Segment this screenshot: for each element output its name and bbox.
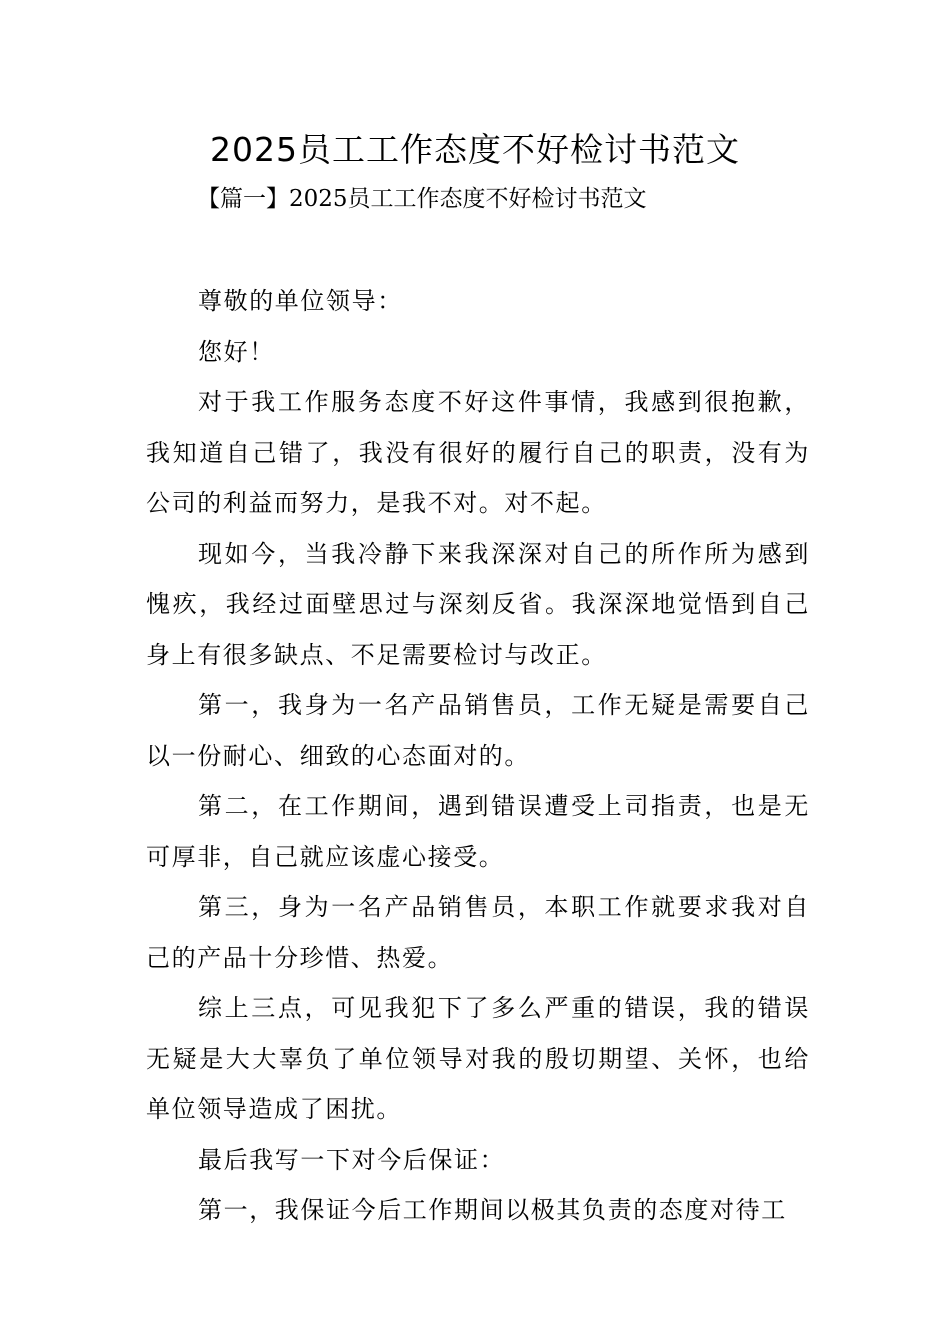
document-body: [146, 276, 810, 1236]
paragraph: 最后我写一下对今后保证：: [198, 1145, 506, 1174]
paragraph: 综上三点，可见我犯下了多么严重的错误，我的错误无疑是大大辜负了单位领导对我的殷切期望、关怀，也给单位领导造成了困扰。: [146, 994, 810, 1123]
paragraph: 对于我工作服务态度不好这件事情，我感到很抱歉，我知道自己错了，我没有很好的履行自己的职责，没有为公司的利益而努力，是我不对。对不起。: [146, 388, 810, 517]
paragraph: 第一，我身为一名产品销售员，工作无疑是需要自己以一份耐心、细致的心态面对的。: [146, 691, 810, 770]
paragraph: 第三，身为一名产品销售员，本职工作就要求我对自己的产品十分珍惜、热爱。: [146, 893, 810, 972]
greeting: 您好！: [198, 337, 275, 366]
document-subtitle: 【篇一】2025员工工作态度不好检讨书范文: [197, 186, 647, 212]
paragraph: 现如今，当我冷静下来我深深对自己的所作所为感到愧疚，我经过面壁思过与深刻反省。我深深地觉悟到自己身上有很多缺点、不足需要检讨与改正。: [146, 539, 810, 669]
paragraph: 第二，在工作期间，遇到错误遭受上司指责，也是无可厚非，自己就应该虚心接受。: [146, 792, 810, 871]
document-title: 2025员工工作态度不好检讨书范文: [210, 130, 740, 169]
salutation: 尊敬的单位领导：: [198, 287, 403, 315]
paragraph: 第一，我保证今后工作期间以极其负责的态度对待工: [198, 1196, 787, 1224]
